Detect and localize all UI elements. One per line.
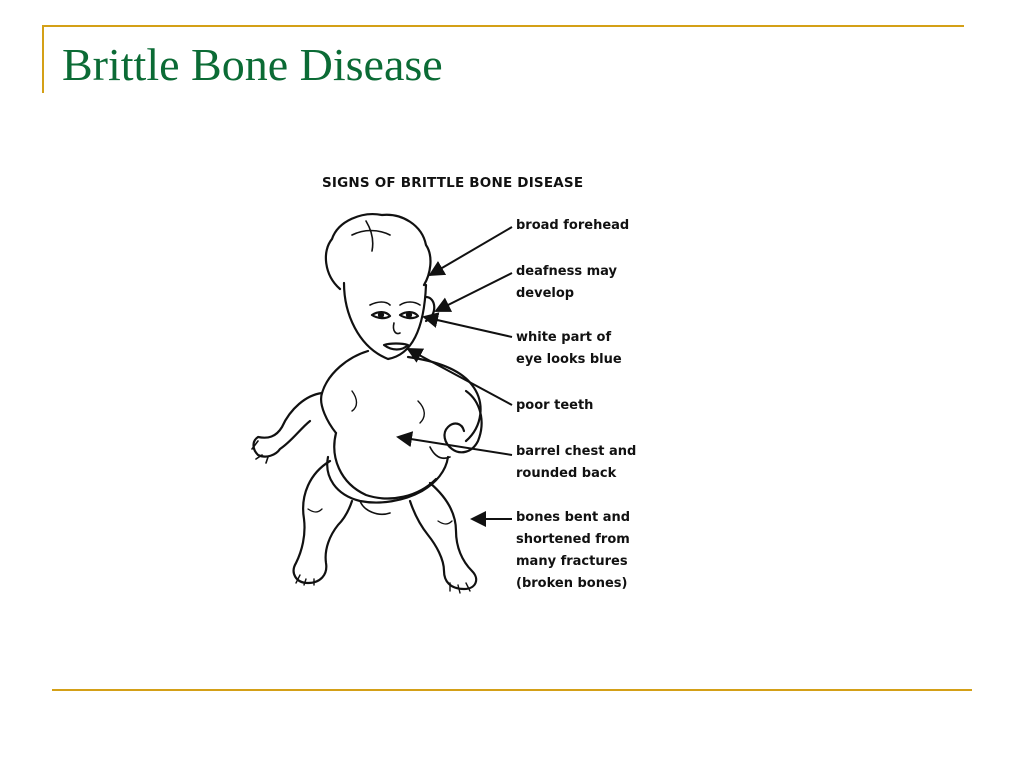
hair-strands bbox=[352, 221, 390, 251]
arrow-poor-teeth bbox=[408, 349, 512, 405]
right-leg bbox=[410, 483, 476, 589]
hair-outline bbox=[326, 214, 431, 289]
nose bbox=[393, 323, 400, 334]
callout-poor-teeth bbox=[516, 395, 593, 417]
eyebrows bbox=[370, 302, 420, 305]
right-arm bbox=[445, 391, 482, 452]
left-arm bbox=[254, 393, 323, 457]
callout-line: deafness may bbox=[516, 264, 618, 279]
callout-line: many fractures bbox=[516, 554, 628, 569]
top-accent-rule bbox=[42, 25, 964, 27]
face-outline bbox=[344, 283, 426, 359]
knee-creases bbox=[308, 509, 452, 524]
callout-broad-forehead bbox=[516, 215, 629, 237]
chest-lines bbox=[352, 391, 424, 423]
left-accent-rule bbox=[42, 25, 44, 93]
arrow-broad-forehead bbox=[430, 227, 512, 275]
right-pupil bbox=[407, 313, 411, 317]
arrow-deafness bbox=[436, 273, 512, 311]
torso-left bbox=[321, 351, 368, 433]
callout-barrel-chest bbox=[516, 441, 636, 485]
belly bbox=[334, 433, 436, 498]
left-pupil bbox=[379, 313, 383, 317]
callout-line: rounded back bbox=[516, 466, 617, 481]
child-drawing bbox=[252, 214, 482, 593]
mouth bbox=[384, 344, 408, 350]
callout-line: broad forehead bbox=[516, 218, 630, 233]
callout-arrows bbox=[398, 227, 512, 519]
callout-deafness bbox=[516, 261, 617, 305]
arrow-barrel-chest bbox=[398, 437, 512, 455]
bottom-accent-rule bbox=[52, 689, 972, 691]
callout-line: poor teeth bbox=[516, 398, 594, 413]
brittle-bone-figure bbox=[240, 165, 680, 605]
callout-line: (broken bones) bbox=[516, 576, 628, 591]
callout-line: eye looks blue bbox=[516, 352, 622, 367]
callout-line: shortened from bbox=[516, 532, 630, 547]
callout-line: bones bent and bbox=[516, 510, 631, 525]
callout-white-of-eye bbox=[516, 327, 622, 371]
callout-line: barrel chest and bbox=[516, 444, 637, 459]
callout-bent-bones bbox=[516, 507, 630, 595]
slide-title: Brittle Bone Disease bbox=[62, 39, 443, 90]
left-leg bbox=[294, 461, 352, 583]
callout-line: develop bbox=[516, 286, 575, 301]
arrow-white-of-eye bbox=[424, 317, 512, 337]
callout-line: white part of bbox=[516, 330, 612, 345]
figure-heading: SIGNS OF BRITTLE BONE DISEASE bbox=[322, 175, 584, 191]
